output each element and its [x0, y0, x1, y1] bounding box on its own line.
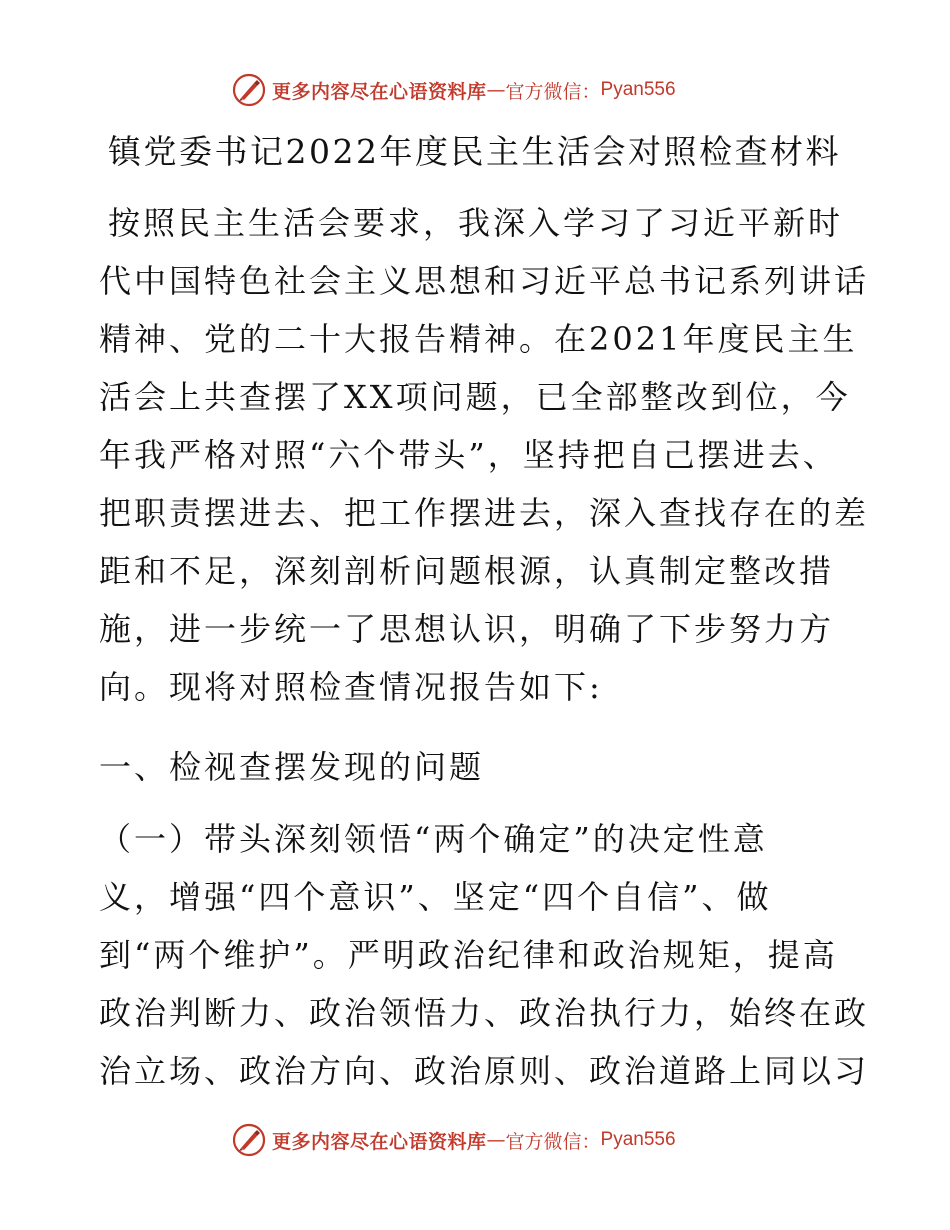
watermark-text: 更多内容尽在心语资料库: [272, 80, 487, 103]
paragraph-line: 政治判断力、政治领悟力、政治执行力，始终在政: [99, 994, 870, 1032]
watermark-dash: —: [486, 79, 506, 101]
pen-logo-icon: [232, 73, 266, 107]
watermark-wechat-label: 官方微信：: [505, 80, 601, 103]
paragraph-line: 到“两个维护”。严明政治纪律和政治规矩，提高: [99, 936, 838, 974]
section-heading: 一、检视查摆发现的问题: [99, 748, 485, 786]
watermark-wechat-label: 官方微信：: [505, 1130, 601, 1153]
watermark-wechat-id: Pyan556: [600, 1129, 676, 1150]
paragraph-line: 距和不足，深刻剖析问题根源，认真制定整改措: [99, 552, 835, 590]
paragraph-line: 精神、党的二十大报告精神。在2021年度民主生: [99, 320, 858, 358]
watermark-dash: —: [486, 1129, 506, 1151]
watermark-text: 更多内容尽在心语资料库: [272, 1130, 487, 1153]
watermark-wechat-id: Pyan556: [600, 79, 676, 100]
paragraph-line: （一）带头深刻领悟“两个确定”的决定性意: [99, 820, 768, 858]
paragraph-line: 代中国特色社会主义思想和习近平总书记系列讲话: [99, 262, 870, 300]
paragraph-line: 义，增强“四个意识”、坚定“四个自信”、做: [99, 878, 772, 916]
footer-watermark: [232, 1122, 676, 1158]
paragraph-line: 治立场、政治方向、政治原则、政治道路上同以习: [99, 1052, 870, 1090]
paragraph-line: 活会上共查摆了XX项问题，已全部整改到位，今: [99, 378, 851, 416]
paragraph-line: 向。现将对照检查情况报告如下:: [99, 668, 603, 706]
pen-logo-icon: [232, 1123, 266, 1157]
paragraph-line: 年我严格对照“六个带头”，坚持把自己摆进去、: [99, 436, 838, 474]
header-watermark: [232, 72, 676, 108]
paragraph-line: 把职责摆进去、把工作摆进去，深入查找存在的差: [99, 494, 870, 532]
paragraph-line: 按照民主生活会要求，我深入学习了习近平新时: [108, 204, 844, 242]
document-title: 镇党委书记2022年度民主生活会对照检查材料: [108, 132, 841, 171]
paragraph-line: 施，进一步统一了思想认识，明确了下步努力方: [99, 610, 835, 648]
